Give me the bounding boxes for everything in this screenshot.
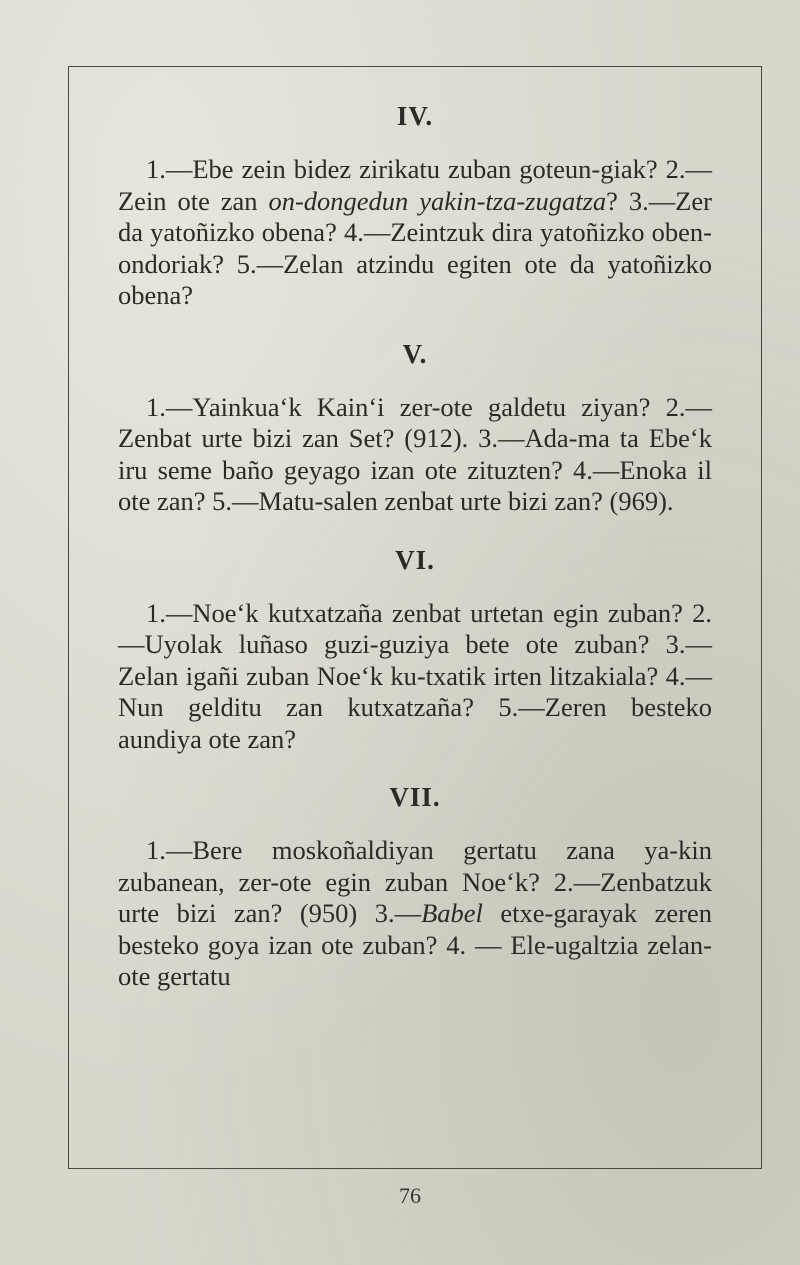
page-number: 76 bbox=[399, 1183, 421, 1208]
text-run: etxe-garayak zeren besteko goya izan ote zuban? 4. — Ele-ugaltzia zelan-ote gertatu bbox=[118, 898, 713, 991]
italic-text-run: on-dongedun yakin-tza-zugatza bbox=[268, 185, 607, 216]
section-title-vi: VI. bbox=[395, 544, 435, 575]
section-text-vii bbox=[118, 835, 712, 993]
text-run: 1.—Noe‘k kutxatzaña zenbat urtetan egin zuban? 2.—Uyolak luñaso guzi-guziya bete ote zuban? 3.—Zelan igañi zuban Noe‘k ku-txatik irten litzakiala? 4.—Nun gelditu zan kutxatzaña? 5.—Zeren besteko aundiya ote zan? bbox=[118, 597, 712, 754]
text-run: ? 3.—Zer da yatoñizko obena? 4.—Zeintzuk dira yatoñizko oben-ondoriak? 5.—Zelan atzindu egiten ote da yatoñizko obena? bbox=[118, 185, 712, 310]
section-text-v bbox=[118, 392, 712, 518]
italic-text-run: Babel bbox=[421, 898, 483, 928]
section-text-vi bbox=[118, 598, 712, 756]
section-text-iv bbox=[118, 154, 712, 312]
section-title-iv: IV. bbox=[396, 101, 434, 131]
text-run: 1.—Ebe zein bidez zirikatu zuban goteun-giak? 2.—Zein ote zan bbox=[118, 154, 712, 216]
text-run: 1.—Yainkua‘k Kain‘i zer-ote galdetu ziyan? 2.—Zenbat urte bizi zan Set? (912). 3.—Ada-ma ta Ebe‘k iru seme baño geyago izan ote zituzten? 4.—Enoka il ote zan? 5.—Matu-salen zenbat urte bizi zan? (969). bbox=[118, 391, 712, 516]
page-content bbox=[118, 98, 712, 993]
section-title-vii: VII. bbox=[389, 782, 441, 812]
text-run: 1.—Bere moskoñaldiyan gertatu zana ya-kin zubanean, zer-ote egin zuban Noe‘k? 2.—Zenbatzuk urte bizi zan? (950) 3.— bbox=[118, 835, 712, 928]
section-title-v: V. bbox=[402, 338, 428, 369]
